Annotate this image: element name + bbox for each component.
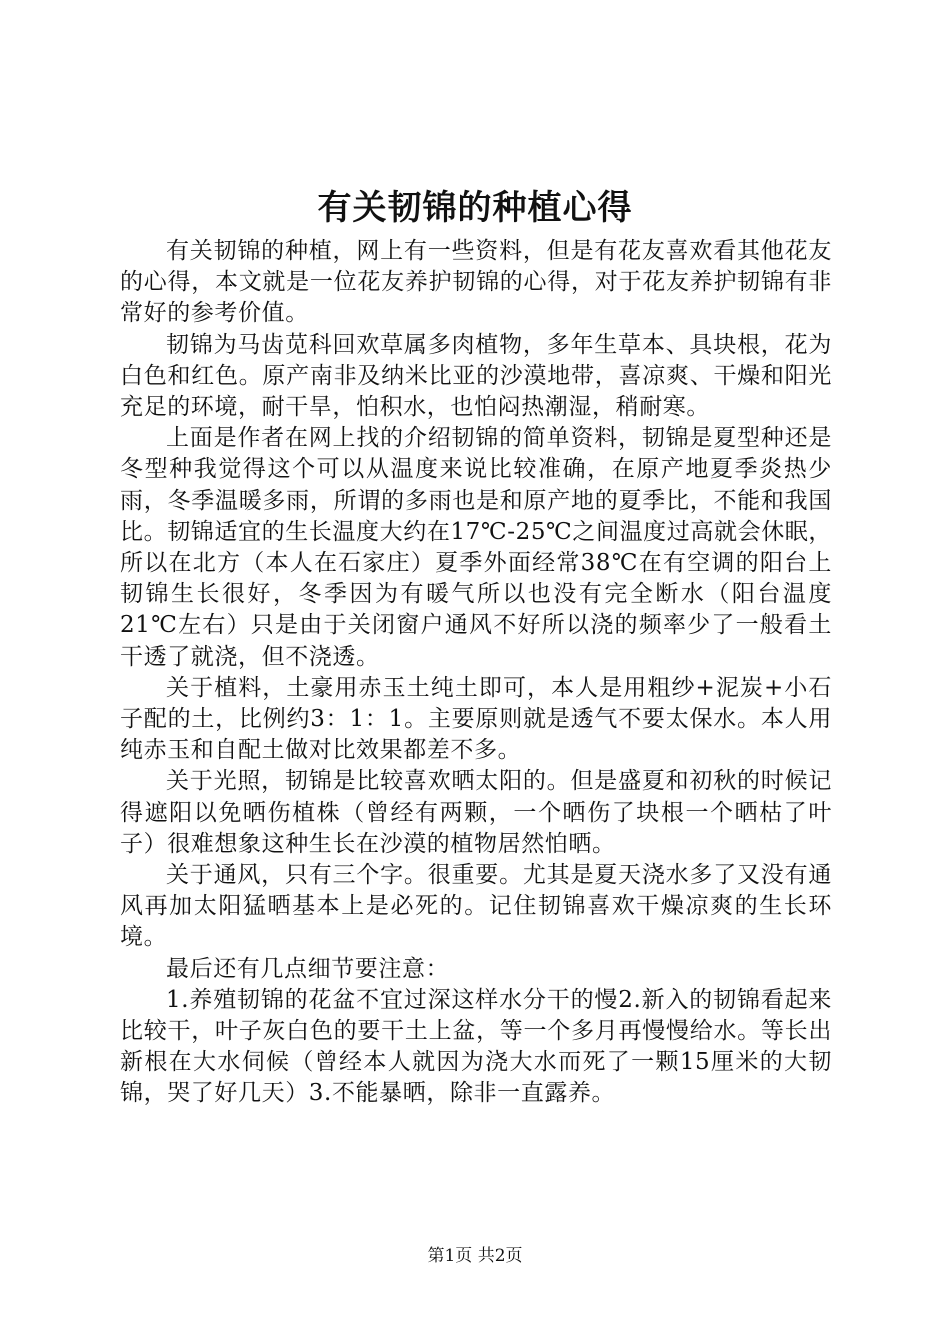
page-number-footer: 第1页 共2页 — [427, 1246, 523, 1266]
paragraph-ventilation: 关于通风，只有三个字。很重要。尤其是夏天浇水多了又没有通风再加太阳猛晒基本上是必死的。记住韧锦喜欢干燥凉爽的生长环境。 — [120, 862, 832, 951]
paragraph-soil: 关于植料，土豪用赤玉土纯土即可，本人是用粗纱+泥炭+小石子配的土，比例约3：1：1。主要原则就是透气不要太保水。本人用纯赤玉和自配土做对比效果都差不多。 — [120, 674, 832, 764]
paragraph-temperature: 上面是作者在网上找的介绍韧锦的简单资料，韧锦是夏型种还是冬型种我觉得这个可以从温度来说比较准确，在原产地夏季炎热少雨，冬季温暖多雨，所谓的多雨也是和原产地的夏季比，不能和我国比。韧锦适宜的生长温度大约在17℃-25℃之间温度过高就会休眠，所以在北方（本人在石家庄）夏季外面经常38℃在有空调的阳台上韧锦生长很好，冬季因为有暖气所以也没有完全断水（阳台温度21℃左右）只是由于关闭窗户通风不好所以浇的频率少了一般看土干透了就浇，但不浇透。 — [120, 425, 832, 670]
paragraph-intro: 有关韧锦的种植，网上有一些资料，但是有花友喜欢看其他花友的心得，本文就是一位花友养护韧锦的心得，对于花友养护韧锦有非常好的参考价值。 — [120, 238, 832, 327]
paragraph-notes: 1.养殖韧锦的花盆不宜过深这样水分干的慢2.新入的韧锦看起来比较干，叶子灰白色的要干土上盆，等一个多月再慢慢给水。等长出新根在大水伺候（曾经本人就因为浇大水而死了一颗15厘米的大韧锦，哭了好几天）3.不能暴晒，除非一直露养。 — [120, 986, 832, 1107]
paragraph-light: 关于光照，韧锦是比较喜欢晒太阳的。但是盛夏和初秋的时候记得遮阳以免晒伤植株（曾经有两颗，一个晒伤了块根一个晒枯了叶子）很难想象这种生长在沙漠的植物居然怕晒。 — [120, 768, 832, 857]
document-title: 有关韧锦的种植心得 — [317, 188, 633, 228]
paragraph-description: 韧锦为马齿苋科回欢草属多肉植物，多年生草本、具块根，花为白色和红色。原产南非及纳米比亚的沙漠地带，喜凉爽、干燥和阳光充足的环境，耐干旱，怕积水，也怕闷热潮湿，稍耐寒。 — [120, 331, 832, 421]
document-body — [120, 236, 832, 1110]
paragraph-notes-heading: 最后还有几点细节要注意： — [166, 955, 450, 982]
